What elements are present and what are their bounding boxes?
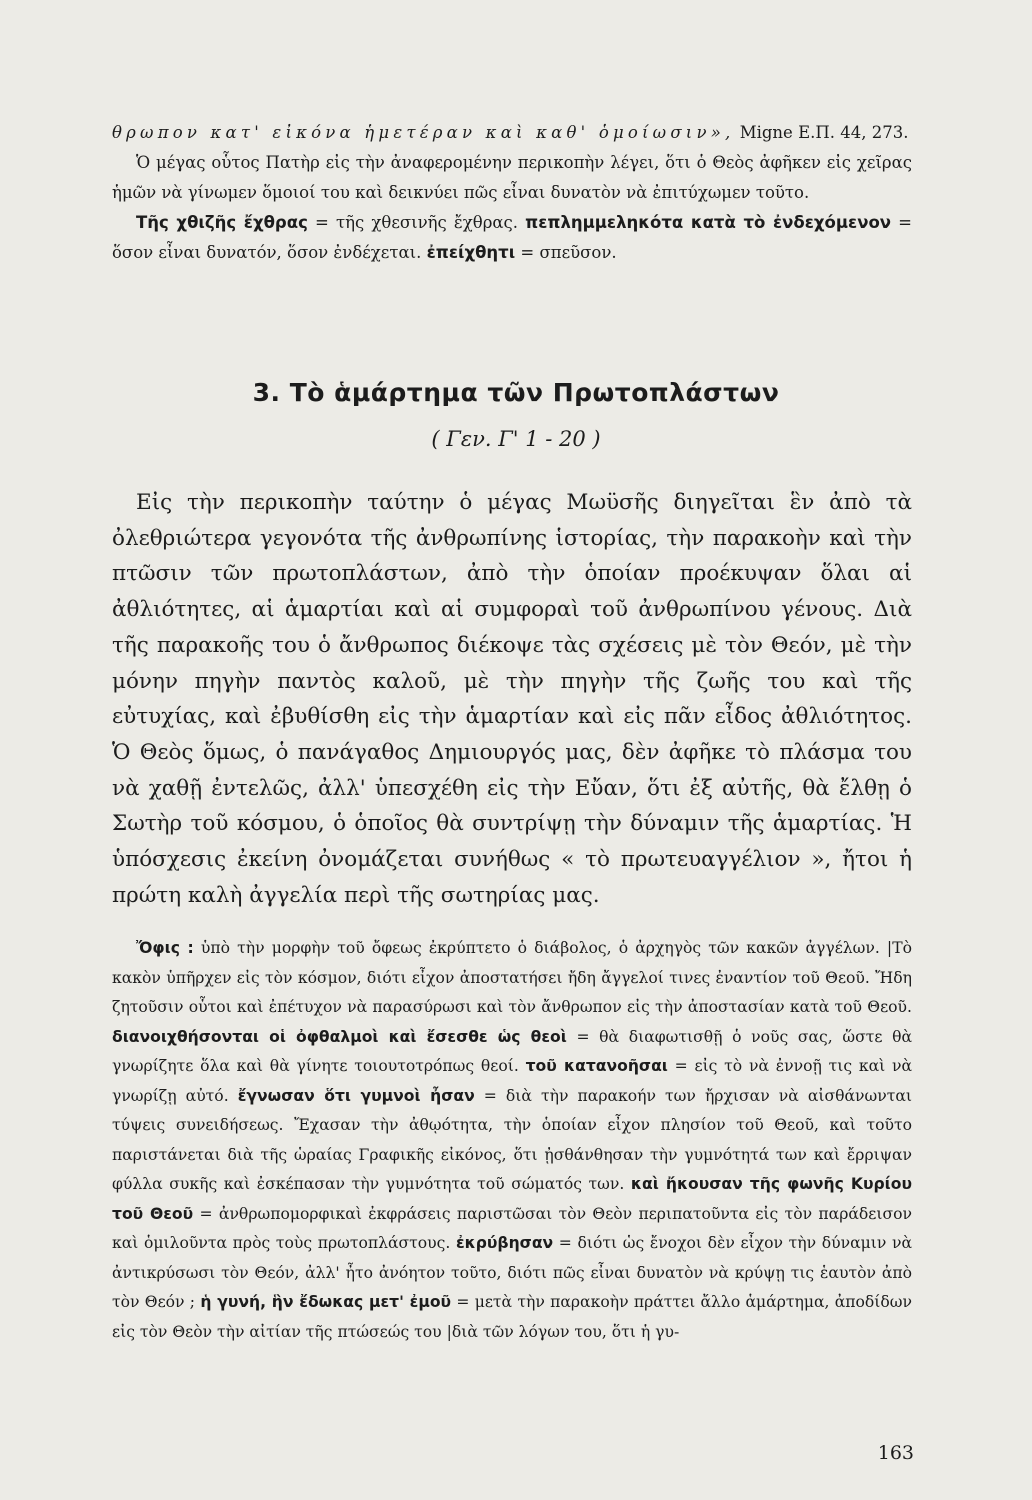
page-number: 163 bbox=[877, 1442, 914, 1464]
note-term: Ὄφις : bbox=[136, 939, 194, 957]
note-term: ἔγνωσαν ὅτι γυμνοὶ ἦσαν bbox=[237, 1086, 475, 1105]
scripture-reference: ( Γεν. Γ' 1 - 20 ) bbox=[431, 427, 601, 451]
glossary-paragraph bbox=[112, 208, 912, 268]
gloss-term: Τῆς χθιζῆς ἔχθρας bbox=[136, 213, 308, 232]
note-term: καὶ ἤκουσαν τῆς φωνῆς Κυρίου τοῦ Θεοῦ bbox=[112, 1175, 912, 1223]
note-term: ἐκρύβησαν bbox=[455, 1234, 554, 1252]
section-heading: 3. Τὸ ἁμάρτημα τῶν Πρωτοπλάστων bbox=[252, 378, 780, 407]
commentary-paragraph: Ὁ μέγας οὗτος Πατὴρ εἰς τὴν ἀναφερομένην περικοπὴν λέγει, ὅτι ὁ Θεὸς ἀφῆκεν εἰς χεῖρας ἡμῶν νὰ γίνωμεν ὅμοιοί του καὶ δεικνύει πῶς εἶναι δυνατὸν νὰ ἐπιτύχωμεν τοῦτο. bbox=[112, 153, 912, 202]
note-definition: = μετὰ τὴν παρακοὴν πράττει ἄλλο ἁμάρτημα, ἀποδίδων εἰς τὸν Θεὸν τὴν αἰτίαν τῆς πτώσεώς του |διὰ τῶν λόγων του, ὅτι ἡ γυ- bbox=[112, 1293, 912, 1341]
gloss-term: πεπλημμεληκότα κατὰ τὸ ἐνδεχόμενον bbox=[525, 213, 892, 232]
gloss-definition: = ὅσον εἶναι δυνατόν, ὅσον ἐνδέχεται. bbox=[112, 213, 913, 262]
note-term: ἡ γυνή, ἣν ἔδωκας μετ' ἐμοῦ bbox=[200, 1293, 452, 1311]
note-definition: = διότι ὡς ἔνοχοι δὲν εἶχον τὴν δύναμιν νὰ ἀντικρύσωσι τὸν Θεόν, ἀλλ' ἦτο ἀνόητον τοῦτο, διότι πῶς εἶναι δυνατὸν νὰ κρύψῃ τις ἑαυτὸν ἀπὸ τὸν Θεόν ; bbox=[112, 1234, 912, 1311]
gloss-definition: = σπεῦσον. bbox=[515, 243, 617, 262]
quote-spaced-text: θρωπον κατ' εἰκόνα ἡμετέραν καὶ καθ' ὁμοίωσιν», bbox=[112, 123, 735, 142]
quote-reference: Migne Ε.Π. 44, 273. bbox=[734, 123, 909, 142]
top-commentary bbox=[112, 118, 912, 268]
notes-paragraph bbox=[112, 934, 912, 1347]
main-text bbox=[112, 485, 912, 913]
note-term: τοῦ κατανοῆσαι bbox=[525, 1057, 668, 1075]
note-definition: = θὰ διαφωτισθῇ ὁ νοῦς σας, ὥστε θὰ γνωρίζητε ὅλα καὶ θὰ γίνητε τοιουτοτρόπως θεοί. bbox=[112, 1027, 912, 1075]
note-definition: = διὰ τὴν παρακοήν των ἤρχισαν νὰ αἰσθάνωνται τύψεις συνειδήσεως. Ἔχασαν τὴν ἀθῳότητα, τὴν ὁποίαν εἶχον πλησίον τοῦ Θεοῦ, καὶ τοῦτο παριστάνεται διὰ τῆς ὡραίας Γραφικῆς εἰκόνος, ὅτι ᾐσθάνθησαν τὴν γυμνότητά των καὶ ἔρριψαν φύλλα συκῆς καὶ ἐσκέπασαν τὴν γυμνότητα τοῦ σώματός των. bbox=[112, 1086, 912, 1193]
note-definition: = εἰς τὸ νὰ ἐννοῇ τις καὶ νὰ γνωρίζῃ αὐτό. bbox=[112, 1057, 913, 1105]
note-definition: = ἀνθρωπομορφικαὶ ἐκφράσεις παριστῶσαι τὸν Θεὸν περιπατοῦντα εἰς τὸν παράδεισον καὶ ὁμιλοῦντα πρὸς τοὺς πρωτοπλάστους. bbox=[112, 1204, 912, 1252]
gloss-term: ἐπείχθητι bbox=[426, 243, 516, 262]
notes-section bbox=[112, 934, 912, 1347]
note-term: διανοιχθήσονται οἱ ὀφθαλμοὶ καὶ ἔσεσθε ὡς θεοὶ bbox=[112, 1027, 567, 1046]
quote-line bbox=[112, 118, 912, 148]
note-definition: ὑπὸ τὴν μορφὴν τοῦ ὄφεως ἐκρύπτετο ὁ διάβολος, ὁ ἀρχηγὸς τῶν κακῶν ἀγγέλων. |Τὸ κακὸν ὑπῆρχεν εἰς τὸν κόσμον, διότι εἶχον ἀποστατήσει ἤδη ἄγγελοί τινες ἐναντίον τοῦ Θεοῦ. Ἤδη ζητοῦσιν οὗτοι καὶ ἐπέτυχον νὰ παρασύρωσι καὶ τὸν ἄνθρωπον εἰς τὴν ἀποστασίαν κατὰ τοῦ Θεοῦ. bbox=[112, 939, 912, 1016]
main-paragraph: Εἰς τὴν περικοπὴν ταύτην ὁ μέγας Μωϋσῆς διηγεῖται ἓν ἀπὸ τὰ ὀλεθριώτερα γεγονότα τῆς ἀνθρωπίνης ἱστορίας, τὴν παρακοὴν καὶ τὴν πτῶσιν τῶν πρωτοπλάστων, ἀπὸ τὴν ὁποίαν προέκυψαν ὅλαι αἱ ἀθλιότητες, αἱ ἁμαρτίαι καὶ αἱ συμφοραὶ τοῦ ἀνθρωπίνου γένους. Διὰ τῆς παρακοῆς του ὁ ἄνθρωπος διέκοψε τὰς σχέσεις μὲ τὸν Θεόν, μὲ τὴν μόνην πηγὴν παντὸς καλοῦ, μὲ τὴν πηγὴν τῆς ζωῆς του καὶ τῆς εὐτυχίας, καὶ ἐβυθίσθη εἰς τὴν ἁμαρτίαν καὶ εἰς πᾶν εἶδος ἀθλιότητος. Ὁ Θεὸς ὅμως, ὁ πανάγαθος Δημιουργός μας, δὲν ἀφῆκε τὸ πλάσμα του νὰ χαθῇ ἐντελῶς, ἀλλ' ὑπεσχέθη εἰς τὴν Εὔαν, ὅτι ἐξ αὐτῆς, θὰ ἔλθῃ ὁ Σωτὴρ τοῦ κόσμου, ὁ ὁποῖος θὰ συντρίψῃ τὴν δύναμιν τῆς ἁμαρτίας. Ἡ ὑπόσχεσις ἐκείνη ὀνομάζεται συνήθως « τὸ πρωτευαγγέλιον », ἤτοι ἡ πρώτη καλὴ ἀγγελία περὶ τῆς σωτηρίας μας. bbox=[112, 490, 912, 908]
gloss-definition: = τῆς χθεσινῆς ἔχθρας. bbox=[307, 213, 526, 232]
